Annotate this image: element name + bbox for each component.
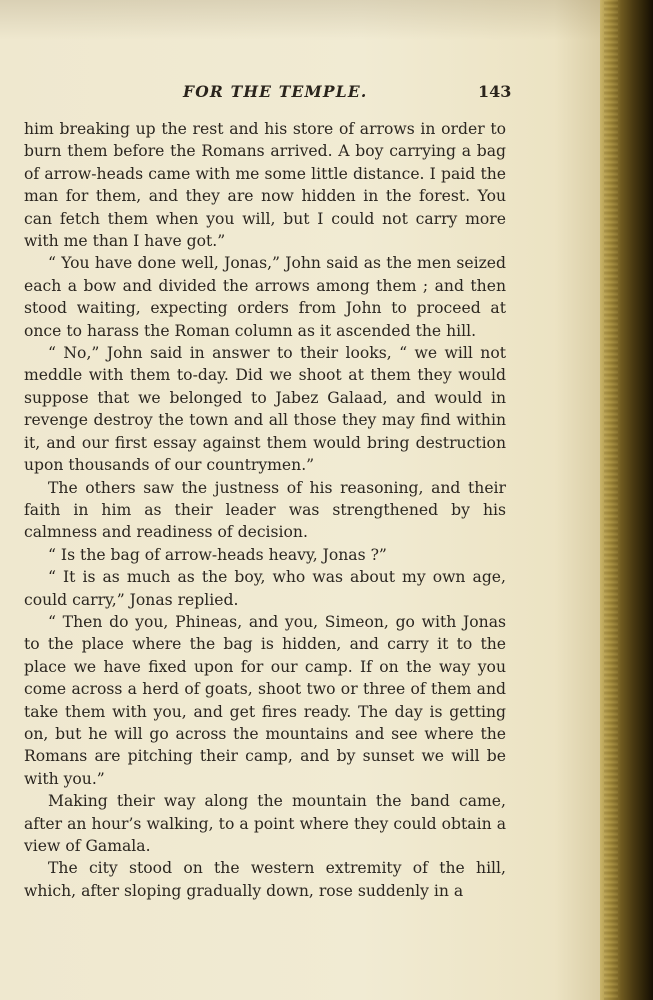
paragraph: him breaking up the rest and his store of arrows in order to burn them before the Romans arrived. A boy carrying a bag of arrow-heads came with me some little distance. I paid the man for them, and they are now hidden in the forest. You can fetch them when you will, but I could not carry more with me than I have got.”	[24, 120, 506, 251]
paragraph: The city stood on the western extremity of the hill, which, after sloping gradually down, rose suddenly in a	[24, 859, 506, 900]
paragraph: “ You have done well, Jonas,” John said as the men seized each a bow and divided the arrows among them ; and then stood waiting, expecting orders from John to proceed at once to harass the Roman column as it ascended the hill.	[24, 254, 506, 340]
page-number: 143	[478, 82, 512, 101]
paragraph: Making their way along the mountain the band came, after an hour’s walking, to a point where they could obtain a view of Gamala.	[24, 792, 506, 855]
paragraph: “ No,” John said in answer to their looks, “ we will not meddle with them to-day. Did we shoot at them they would suppose that we belonged to Jabez Galaad, and would in revenge destroy the town and all those they may find within it, and our first essay against them would bring destruction upon thousands of our countrymen.”	[24, 344, 506, 475]
paragraph: “ Is the bag of arrow-heads heavy, Jonas ?”	[48, 545, 387, 564]
body-text	[24, 118, 506, 902]
book-binding-edge	[600, 0, 653, 1000]
running-head	[0, 80, 603, 108]
paragraph: The others saw the justness of his reasoning, and their faith in him as their leader was strengthened by his calmness and readiness of decision.	[24, 478, 506, 542]
paragraph: “ Then do you, Phineas, and you, Simeon, go with Jonas to the place where the bag is hidden, and carry it to the place we have fixed upon for our camp. If on the way you come across a herd of goats, shoot two or three of them and take them with you, and get fires ready. The day is getting on, but he will go across the mountains and see where the Romans are pitching their camp, and by sunset we will be with you.”	[24, 612, 506, 788]
running-title: FOR THE TEMPLE.	[183, 82, 368, 101]
paragraph: “ It is as much as the boy, who was about my own age, could carry,” Jonas replied.	[24, 568, 506, 609]
